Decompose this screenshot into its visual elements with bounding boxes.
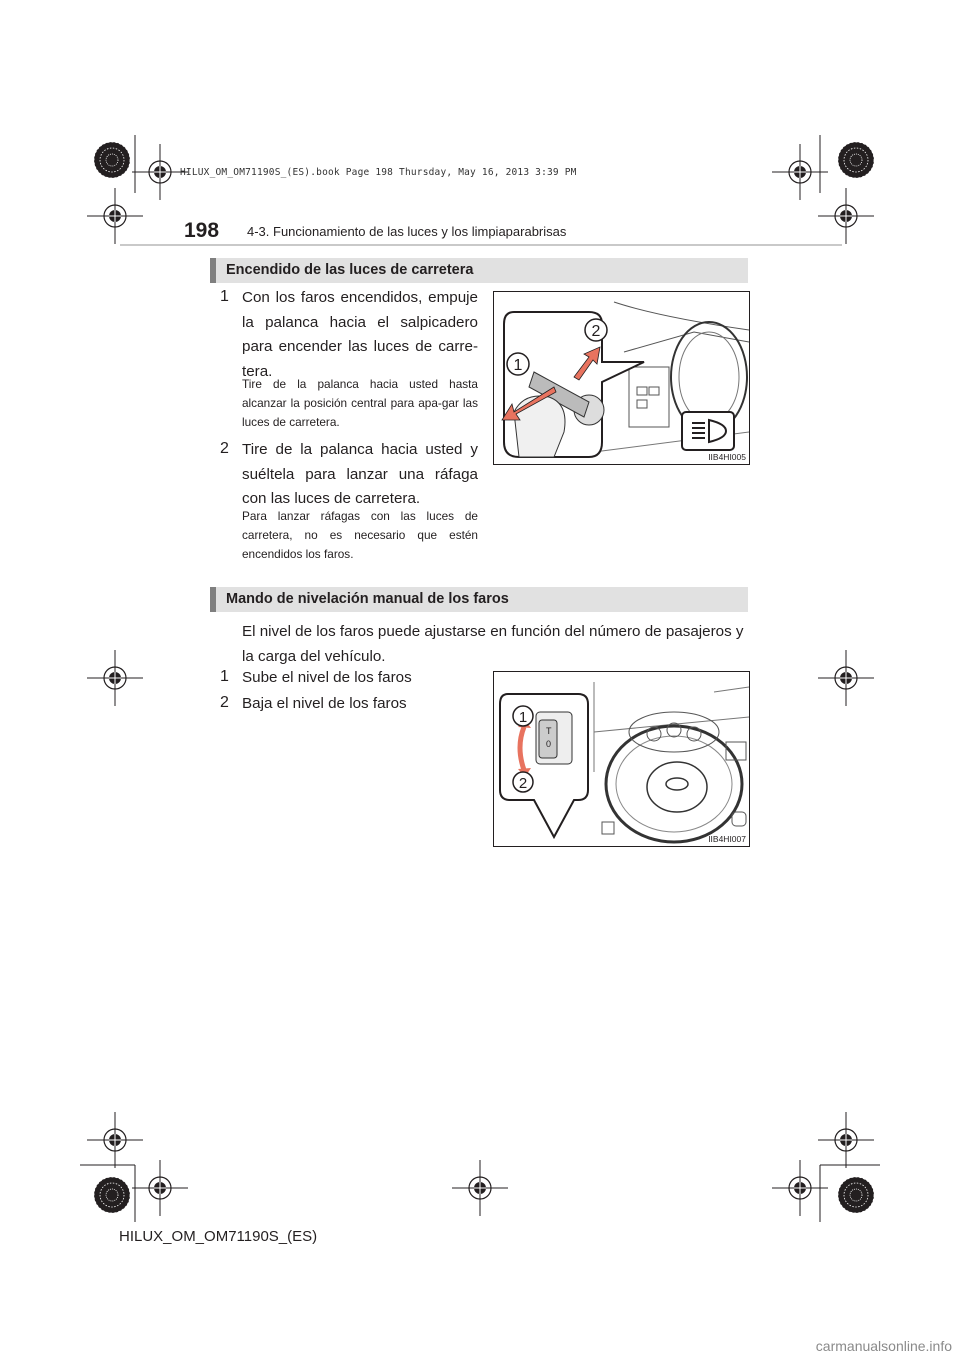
section-heading-leveling	[210, 587, 748, 612]
page-number: 198	[184, 219, 220, 242]
callout-2: 2	[591, 323, 601, 340]
section-heading-high-beam	[210, 258, 748, 283]
figure-code: IIB4HI005	[708, 452, 746, 462]
callout-2: 2	[518, 775, 528, 792]
step-text: Sube el nivel de los faros	[242, 669, 412, 686]
step-number: 2	[220, 694, 229, 711]
section-title: Encendido de las luces de carretera	[226, 262, 474, 278]
footer-manual-code: HILUX_OM_OM71190S_(ES)	[119, 1228, 318, 1245]
watermark: carmanualsonline.info	[815, 1338, 952, 1354]
step-text: Tire de la palanca hacia usted y suéltela para lanzar una ráfaga con las luces de carretera.	[242, 441, 478, 507]
step-text: Con los faros encendidos, empuje la palanca hacia el salpicadero para encender las luces de carre-tera.	[242, 289, 478, 380]
step-note: Tire de la palanca hacia usted hasta alcanzar la posición central para apa-gar las luces de carretera.	[242, 377, 478, 429]
step-number: 2	[220, 440, 229, 457]
figure-high-beam-lever	[493, 291, 750, 465]
print-info-line: HILUX_OM_OM71190S_(ES).book Page 198 Thursday, May 16, 2013 3:39 PM	[180, 167, 577, 178]
svg-text:0: 0	[546, 739, 552, 749]
section-accent	[210, 258, 216, 283]
step-note: Para lanzar ráfagas con las luces de carretera, no es necesario que estén encendidos los faros.	[242, 509, 478, 561]
step-text: Baja el nivel de los faros	[242, 695, 407, 712]
step-number: 1	[220, 288, 229, 305]
figure-leveling-dial	[493, 671, 750, 847]
header-rule	[120, 244, 842, 246]
step-number: 1	[220, 668, 229, 685]
section-title: Mando de nivelación manual de los faros	[226, 591, 509, 607]
lever-illustration	[494, 292, 749, 464]
figure-code: IIB4HI007	[708, 834, 746, 844]
callout-1: 1	[513, 357, 523, 374]
leveling-illustration	[494, 672, 749, 846]
svg-text:T: T	[546, 726, 552, 736]
running-header: 4-3. Funcionamiento de las luces y los limpiaparabrisas	[247, 224, 567, 239]
section-accent	[210, 587, 216, 612]
callout-1: 1	[518, 709, 528, 726]
intro-paragraph: El nivel de los faros puede ajustarse en función del número de pasajeros y la carga del vehículo.	[242, 623, 744, 665]
